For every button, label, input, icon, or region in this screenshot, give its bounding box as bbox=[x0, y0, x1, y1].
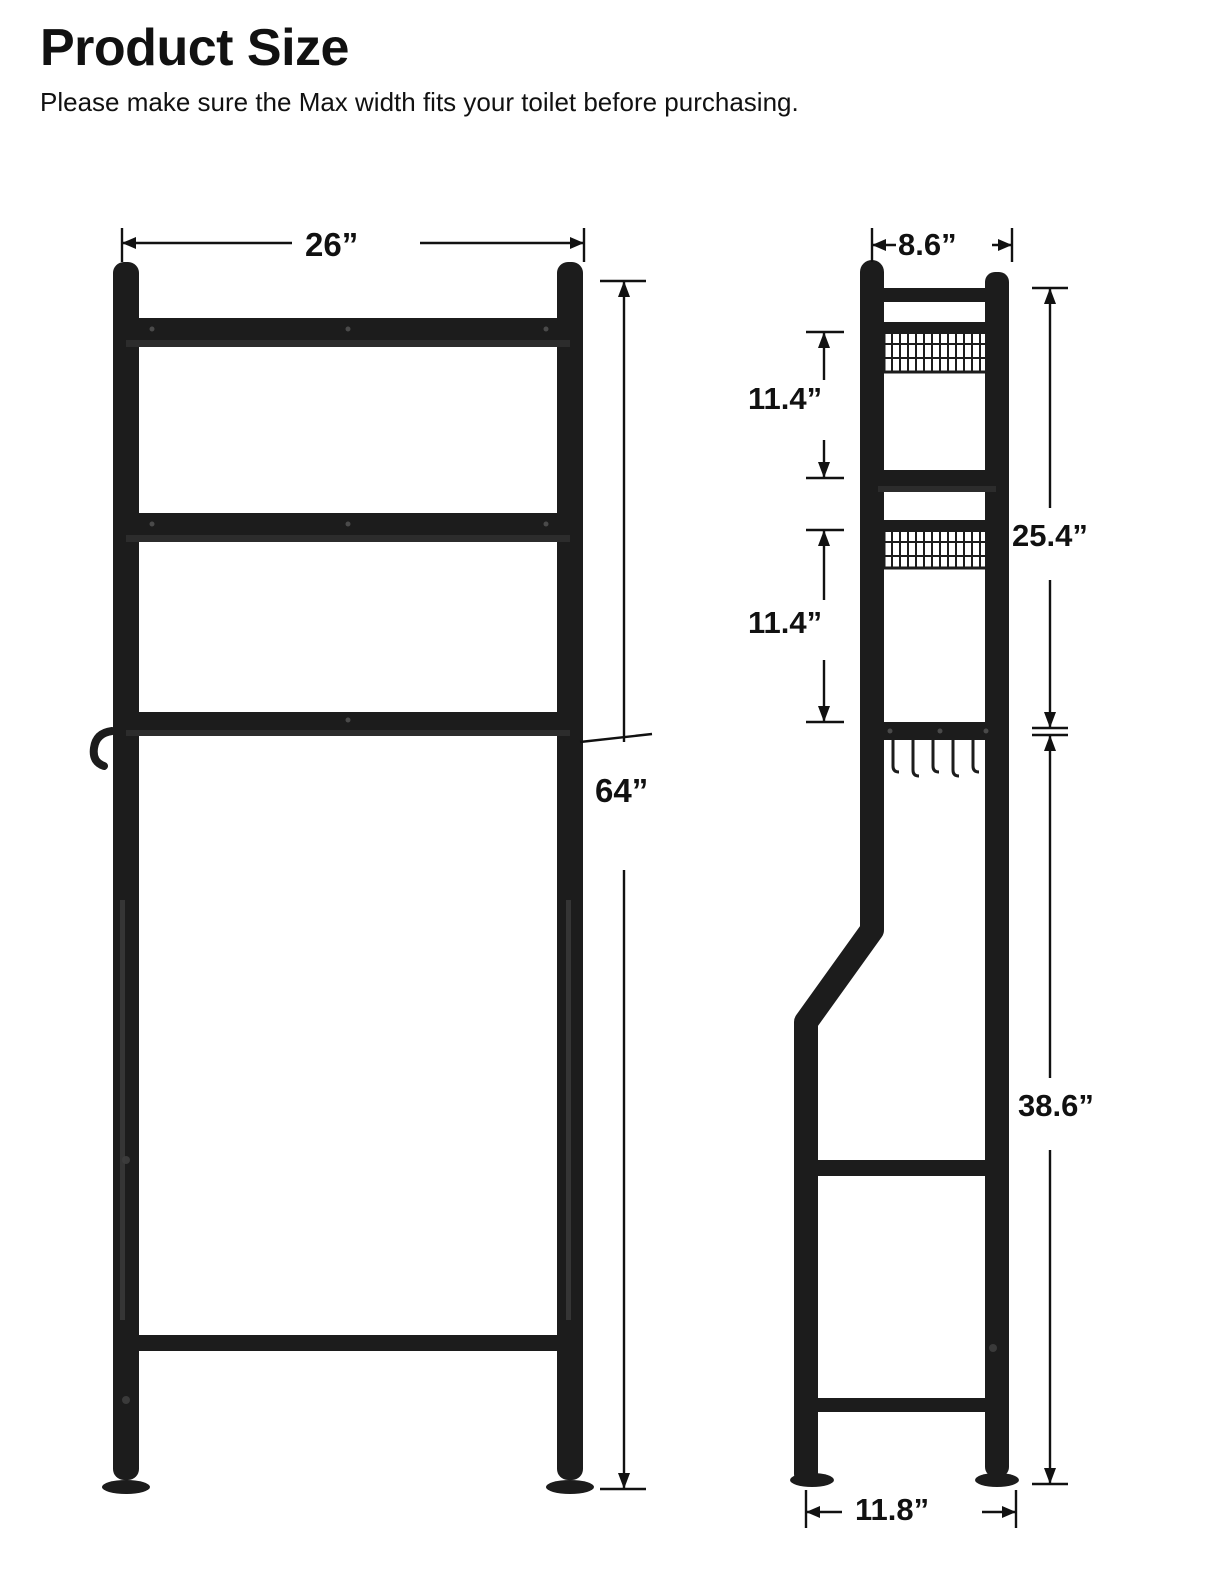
side-view-dimension-lines bbox=[806, 228, 1068, 1528]
side-front-foot bbox=[790, 1473, 834, 1487]
page-title: Product Size bbox=[40, 19, 349, 77]
dim-front-height: 64” bbox=[595, 772, 649, 809]
side-upper-basket-mesh bbox=[884, 332, 992, 372]
dim-side-base-width: 11.8” bbox=[855, 1492, 930, 1527]
front-side-hook bbox=[94, 731, 112, 766]
front-bottom-bar bbox=[126, 1335, 570, 1351]
front-view-drawing bbox=[94, 262, 594, 1494]
side-lower-basket-mesh bbox=[884, 530, 992, 568]
page-subtitle: Please make sure the Max width fits your toilet before purchasing. bbox=[40, 87, 799, 117]
side-bottom-bar-upper bbox=[818, 1160, 996, 1176]
dim-side-gap-lower: 11.4” bbox=[748, 605, 823, 640]
side-shelf-lower bbox=[878, 722, 996, 740]
side-shelf-middle bbox=[878, 470, 996, 486]
front-right-foot bbox=[546, 1480, 594, 1494]
dim-side-lower-height: 38.6” bbox=[1018, 1088, 1094, 1123]
side-hooks bbox=[893, 740, 979, 776]
side-rear-foot bbox=[975, 1473, 1019, 1487]
side-bottom-bar-lower bbox=[818, 1398, 996, 1412]
dim-front-width: 26” bbox=[305, 226, 359, 263]
dim-side-top-width: 8.6” bbox=[898, 227, 957, 262]
dim-side-upper-height: 25.4” bbox=[1012, 518, 1088, 553]
side-front-post bbox=[806, 272, 872, 1474]
front-left-post bbox=[113, 262, 139, 1480]
side-top-bar bbox=[878, 288, 996, 302]
dim-side-gap-upper: 11.4” bbox=[748, 381, 823, 416]
front-left-foot bbox=[102, 1480, 150, 1494]
side-rear-post bbox=[985, 272, 1009, 1477]
